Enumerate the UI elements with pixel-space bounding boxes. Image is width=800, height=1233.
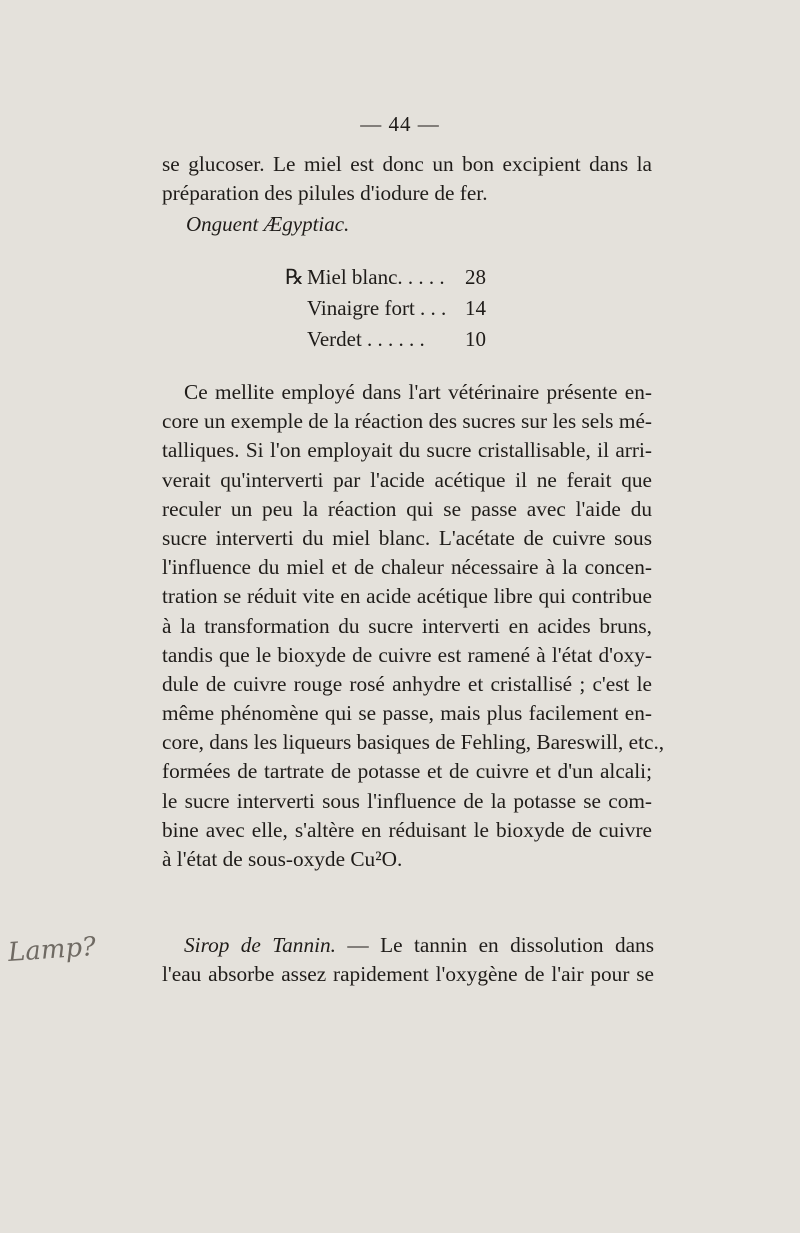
- text-line: se glucoser. Le miel est donc un bon excipient dans la: [162, 152, 652, 176]
- recipe-heading: Onguent Ægyptiac.: [186, 212, 350, 236]
- text-line: reculer un peu la réaction qui se passe avec l'aide du: [162, 496, 652, 521]
- text-line: bine avec elle, s'altère en réduisant le bioxyde de cuivre: [162, 817, 652, 842]
- text-line: l'eau absorbe assez rapidement l'oxygène de l'air pour se: [162, 962, 654, 987]
- text-line: même phénomène qui se passe, mais plus facilement en-: [162, 701, 652, 726]
- text-line: à la transformation du sucre interverti en acides bruns,: [162, 613, 652, 638]
- ingredient-name: Miel blanc. . . . .: [307, 265, 445, 289]
- recipe-list: [285, 262, 505, 355]
- ingredient-qty: 10: [465, 327, 486, 351]
- section-paragraph: [162, 931, 654, 989]
- intro-paragraph: [162, 150, 652, 208]
- text-line: tandis que le bioxyde de cuivre est ramené à l'état d'oxy-: [162, 642, 652, 667]
- text-line: talliques. Si l'on employait du sucre cristallisable, il arri-: [162, 438, 652, 463]
- text-line: core un exemple de la réaction des sucres sur les sels mé-: [162, 409, 652, 434]
- ingredient-qty: 28: [465, 265, 486, 289]
- recipe-row: [285, 262, 505, 293]
- recipe-row: [285, 293, 505, 324]
- text-line: dule de cuivre rouge rosé anhydre et cristallisé ; c'est le: [162, 671, 652, 696]
- text-line: sucre interverti du miel blanc. L'acétate de cuivre sous: [162, 525, 652, 550]
- text-line: à l'état de sous-oxyde Cu²O.: [162, 847, 403, 871]
- text-line: formées de tartrate de potasse et de cuivre et d'un alcali;: [162, 759, 652, 784]
- text-line: [162, 931, 654, 960]
- text-line: Ce mellite employé dans l'art vétérinaire présente en-: [184, 380, 652, 404]
- ingredient-name: Verdet . . . . . .: [307, 327, 425, 351]
- recipe-row: [285, 324, 505, 355]
- text-line: l'influence du miel et de chaleur nécessaire à la concen-: [162, 555, 652, 580]
- margin-annotation: Lamp?: [7, 931, 97, 969]
- ingredient-name: Vinaigre fort . . .: [307, 296, 447, 320]
- section-title: Sirop de Tannin.: [184, 933, 336, 957]
- ingredient-qty: 14: [465, 296, 486, 320]
- recipe-symbol: ℞: [285, 265, 304, 289]
- text-line: core, dans les liqueurs basiques de Fehling, Bareswill, etc.,: [162, 730, 665, 755]
- text-line: verait qu'interverti par l'acide acétique il ne ferait que: [162, 467, 652, 492]
- section-text: — Le tannin en dissolution dans: [347, 933, 654, 957]
- page-number: — 44 —: [360, 112, 440, 136]
- text-line: tration se réduit vite en acide acétique libre qui contribue: [162, 584, 652, 609]
- text-line: préparation des pilules d'iodure de fer.: [162, 181, 488, 206]
- body-paragraph: [162, 378, 665, 874]
- text-line: le sucre interverti sous l'influence de la potasse se com-: [162, 788, 652, 813]
